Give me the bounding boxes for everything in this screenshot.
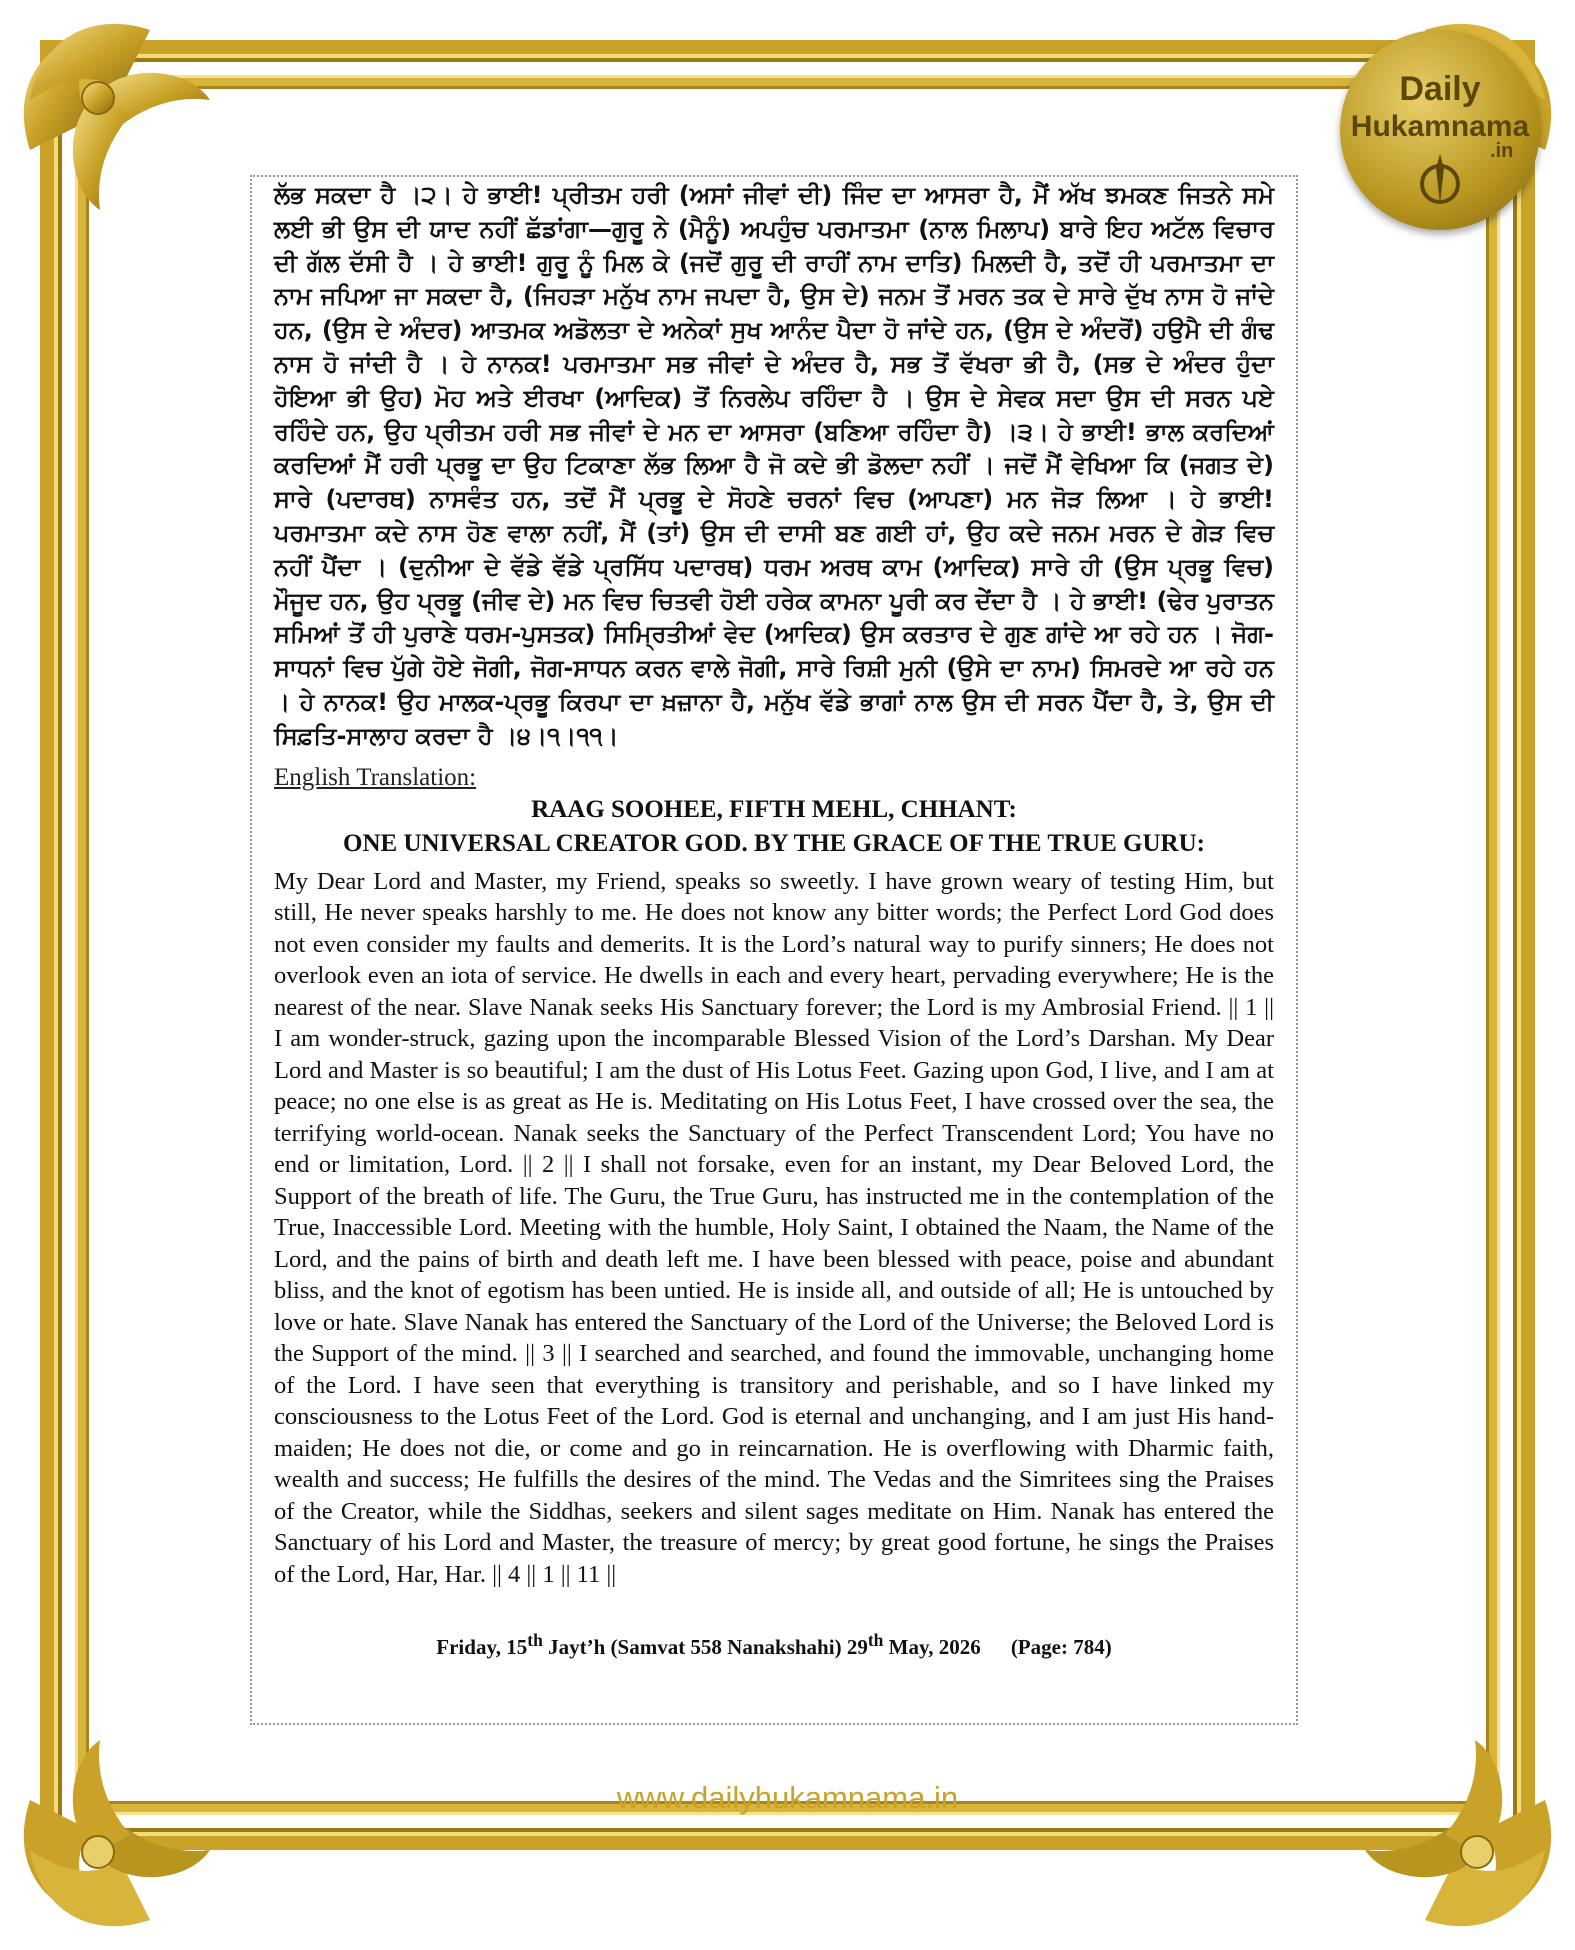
date-footer <box>274 1630 1274 1660</box>
hukamnama-content-panel <box>250 175 1298 1725</box>
english-translation-text: My Dear Lord and Master, my Friend, speaks so sweetly. I have grown weary of testing Him, but still, He never speaks harshly to me. He does not know any bitter words; the Perfect Lord God does not even consider my faults and demerits. It is the Lord’s natural way to purify sinners; He does not overlook even an iota of service. He dwells in each and every heart, pervading everywhere; He is the nearest of the near. Slave Nanak seeks His Sanctuary forever; the Lord is my Ambrosial Friend. || 1 || I am wonder-struck, gazing upon the incomparable Blessed Vision of the Lord’s Darshan. My Dear Lord and Master is so beautiful; I am the dust of His Lotus Feet. Gazing upon God, I live, and I am at peace; no one else is as great as He is. Meditating on His Lotus Feet, I have crossed over the sea, the terrifying world-ocean. Nanak seeks the Sanctuary of the Perfect Transcendent Lord; You have no end or limitation, Lord. || 2 || I shall not forsake, even for an instant, my Dear Beloved Lord, the Support of the breath of life. The Guru, the True Guru, has instructed me in the contemplation of the True, Inaccessible Lord. Meeting with the humble, Holy Saint, I obtained the Naam, the Name of the Lord, and the pains of birth and death left me. I have been blessed with peace, poise and abundant bliss, and the knot of egotism has been untied. He is inside all, and outside of all; He is untouched by love or hate. Slave Nanak has entered the Sanctuary of the Lord of the Universe; the Beloved Lord is the Support of the mind. || 3 || I searched and searched, and found the immovable, unchanging home of the Lord. I have seen that everything is transitory and perishable, and so I have linked my consciousness to the Lotus Feet of the Lord. God is eternal and unchanging, and I am just His hand-maiden; He does not die, or come and go in reincarnation. He is overflowing with Dharmic faith, wealth and success; He fulfills the desires of the mind. The Vedas and the Simritees sing the Praises of the Creator, while the Siddhas, seekers and silent sages meditate on Him. Nanak has entered the Sanctuary of his Lord and Master, the treasure of mercy; by great good fortune, he sings the Praises of the Lord, Har, Har. || 4 || 1 || 11 || <box>274 867 1274 1588</box>
corner-bow-ornament-icon <box>0 1720 230 1950</box>
date-day-suffix: th <box>527 1630 543 1651</box>
khanda-emblem-icon <box>1408 148 1472 212</box>
date-day: Friday, 15 <box>436 1635 528 1660</box>
website-url[interactable]: www.dailyhukamnama.in <box>616 1780 959 1815</box>
logo-line-domain: .in <box>1490 140 1514 162</box>
english-translation-heading: English Translation: <box>274 763 477 791</box>
page-number: (Page: 784) <box>1010 1635 1112 1660</box>
gurmukhi-explanation-text: ਲੱਭ ਸਕਦਾ ਹੈ ।੨। ਹੇ ਭਾਈ! ਪ੍ਰੀਤਮ ਹਰੀ (ਅਸਾਂ ਜੀਵਾਂ ਦੀ) ਜਿੰਦ ਦਾ ਆਸਰਾ ਹੈ, ਮੈਂ ਅੱਖ ਝਮਕਣ ਜਿਤਨੇ ਸਮੇ ਲਈ ਭੀ ਉਸ ਦੀ ਯਾਦ ਨਹੀਂ ਛੱਡਾਂਗਾ—ਗੁਰੂ ਨੇ (ਮੈਨੂੰ) ਅਪਹੁੰਚ ਪਰਮਾਤਮਾ (ਨਾਲ ਮਿਲਾਪ) ਬਾਰੇ ਇਹ ਅਟੱਲ ਵਿਚਾਰ ਦੀ ਗੱਲ ਦੱਸੀ ਹੈ । ਹੇ ਭਾਈ! ਗੁਰੂ ਨੂੰ ਮਿਲ ਕੇ (ਜਦੋਂ ਗੁਰੂ ਦੀ ਰਾਹੀਂ ਨਾਮ ਦਾਤਿ) ਮਿਲਦੀ ਹੈ, ਤਦੋਂ ਹੀ ਪਰਮਾਤਮਾ ਦਾ ਨਾਮ ਜਪਿਆ ਜਾ ਸਕਦਾ ਹੈ, (ਜਿਹੜਾ ਮਨੁੱਖ ਨਾਮ ਜਪਦਾ ਹੈ, ਉਸ ਦੇ) ਜਨਮ ਤੋਂ ਮਰਨ ਤਕ ਦੇ ਸਾਰੇ ਦੁੱਖ ਨਾਸ ਹੋ ਜਾਂਦੇ ਹਨ, (ਉਸ ਦੇ ਅੰਦਰ) ਆਤਮਕ ਅਡੋਲਤਾ ਦੇ ਅਨੇਕਾਂ ਸੁਖ ਆਨੰਦ ਪੈਦਾ ਹੋ ਜਾਂਦੇ ਹਨ, (ਉਸ ਦੇ ਅੰਦਰੋਂ) ਹਉਮੈ ਦੀ ਗੰਢ ਨਾਸ ਹੋ ਜਾਂਦੀ ਹੈ । ਹੇ ਨਾਨਕ! ਪਰਮਾਤਮਾ ਸਭ ਜੀਵਾਂ ਦੇ ਅੰਦਰ ਹੈ, ਸਭ ਤੋਂ ਵੱਖਰਾ ਭੀ ਹੈ, (ਸਭ ਦੇ ਅੰਦਰ ਹੁੰਦਾ ਹੋਇਆ ਭੀ ਉਹ) ਮੋਹ ਅਤੇ ਈਰਖਾ (ਆਦਿਕ) ਤੋਂ ਨਿਰਲੇਪ ਰਹਿੰਦਾ ਹੈ । ਉਸ ਦੇ ਸੇਵਕ ਸਦਾ ਉਸ ਦੀ ਸਰਨ ਪਏ ਰਹਿੰਦੇ ਹਨ, ਉਹ ਪ੍ਰੀਤਮ ਹਰੀ ਸਭ ਜੀਵਾਂ ਦੇ ਮਨ ਦਾ ਆਸਰਾ (ਬਣਿਆ ਰਹਿੰਦਾ ਹੈ) ।੩। ਹੇ ਭਾਈ! ਭਾਲ ਕਰਦਿਆਂ ਕਰਦਿਆਂ ਮੈਂ ਹਰੀ ਪ੍ਰਭੂ ਦਾ ਉਹ ਟਿਕਾਣਾ ਲੱਭ ਲਿਆ ਹੈ ਜੋ ਕਦੇ ਭੀ ਡੋਲਦਾ ਨਹੀਂ । ਜਦੋਂ ਮੈਂ ਵੇਖਿਆ ਕਿ (ਜਗਤ ਦੇ) ਸਾਰੇ (ਪਦਾਰਥ) ਨਾਸਵੰਤ ਹਨ, ਤਦੋਂ ਮੈਂ ਪ੍ਰਭੂ ਦੇ ਸੋਹਣੇ ਚਰਨਾਂ ਵਿਚ (ਆਪਣਾ) ਮਨ ਜੋੜ ਲਿਆ । ਹੇ ਭਾਈ! ਪਰਮਾਤਮਾ ਕਦੇ ਨਾਸ ਹੋਣ ਵਾਲਾ ਨਹੀਂ, ਮੈਂ (ਤਾਂ) ਉਸ ਦੀ ਦਾਸੀ ਬਣ ਗਈ ਹਾਂ, ਉਹ ਕਦੇ ਜਨਮ ਮਰਨ ਦੇ ਗੇੜ ਵਿਚ ਨਹੀਂ ਪੈਂਦਾ । (ਦੁਨੀਆ ਦੇ ਵੱਡੇ ਵੱਡੇ ਪ੍ਰਸਿੱਧ ਪਦਾਰਥ) ਧਰਮ ਅਰਥ ਕਾਮ (ਆਦਿਕ) ਸਾਰੇ ਹੀ (ਉਸ ਪ੍ਰਭੂ ਵਿਚ) ਮੌਜੂਦ ਹਨ, ਉਹ ਪ੍ਰਭੂ (ਜੀਵ ਦੇ) ਮਨ ਵਿਚ ਚਿਤਵੀ ਹੋਈ ਹਰੇਕ ਕਾਮਨਾ ਪੂਰੀ ਕਰ ਦੇਂਦਾ ਹੈ । ਹੇ ਭਾਈ! (ਢੇਰ ਪੁਰਾਤਨ ਸਮਿਆਂ ਤੋਂ ਹੀ ਪੁਰਾਣੇ ਧਰਮ-ਪੁਸਤਕ) ਸਿਮ੍ਰਿਤੀਆਂ ਵੇਦ (ਆਦਿਕ) ਉਸ ਕਰਤਾਰ ਦੇ ਗੁਣ ਗਾਂਦੇ ਆ ਰਹੇ ਹਨ । ਜੋਗ-ਸਾਧਨਾਂ ਵਿਚ ਪੁੱਗੇ ਹੋਏ ਜੋਗੀ, ਜੋਗ-ਸਾਧਨ ਕਰਨ ਵਾਲੇ ਜੋਗੀ, ਸਾਰੇ ਰਿਸ਼ੀ ਮੁਨੀ (ਉਸੇ ਦਾ ਨਾਮ) ਸਿਮਰਦੇ ਆ ਰਹੇ ਹਨ । ਹੇ ਨਾਨਕ! ਉਹ ਮਾਲਕ-ਪ੍ਰਭੂ ਕਿਰਪਾ ਦਾ ਖ਼ਜ਼ਾਨਾ ਹੈ, ਮਨੁੱਖ ਵੱਡੇ ਭਾਗਾਂ ਨਾਲ ਉਸ ਦੀ ਸਰਨ ਪੈਂਦਾ ਹੈ, ਤੇ, ਉਸ ਦੀ ਸਿਫ਼ਤਿ-ਸਾਲਾਹ ਕਰਦਾ ਹੈ ।੪।੧।੧੧। <box>274 181 1274 750</box>
corner-bow-ornament-icon <box>1345 1720 1575 1950</box>
logo-line-hukamnama: Hukamnama <box>1350 110 1530 143</box>
logo-line-daily: Daily <box>1399 70 1481 108</box>
raag-heading: RAAG SOOHEE, FIFTH MEHL, CHHANT: <box>531 795 1017 823</box>
date-may-suffix: th <box>867 1630 884 1651</box>
corner-bow-ornament-icon <box>0 0 230 230</box>
date-year: May, 2026 <box>883 1635 981 1660</box>
mool-mantar-heading: ONE UNIVERSAL CREATOR GOD. BY THE GRACE OF THE TRUE GURU: <box>343 829 1205 857</box>
daily-hukamnama-logo <box>1340 30 1540 230</box>
date-jayth: Jayt’h (Samvat 558 Nanakshahi) 29 <box>542 1635 868 1660</box>
